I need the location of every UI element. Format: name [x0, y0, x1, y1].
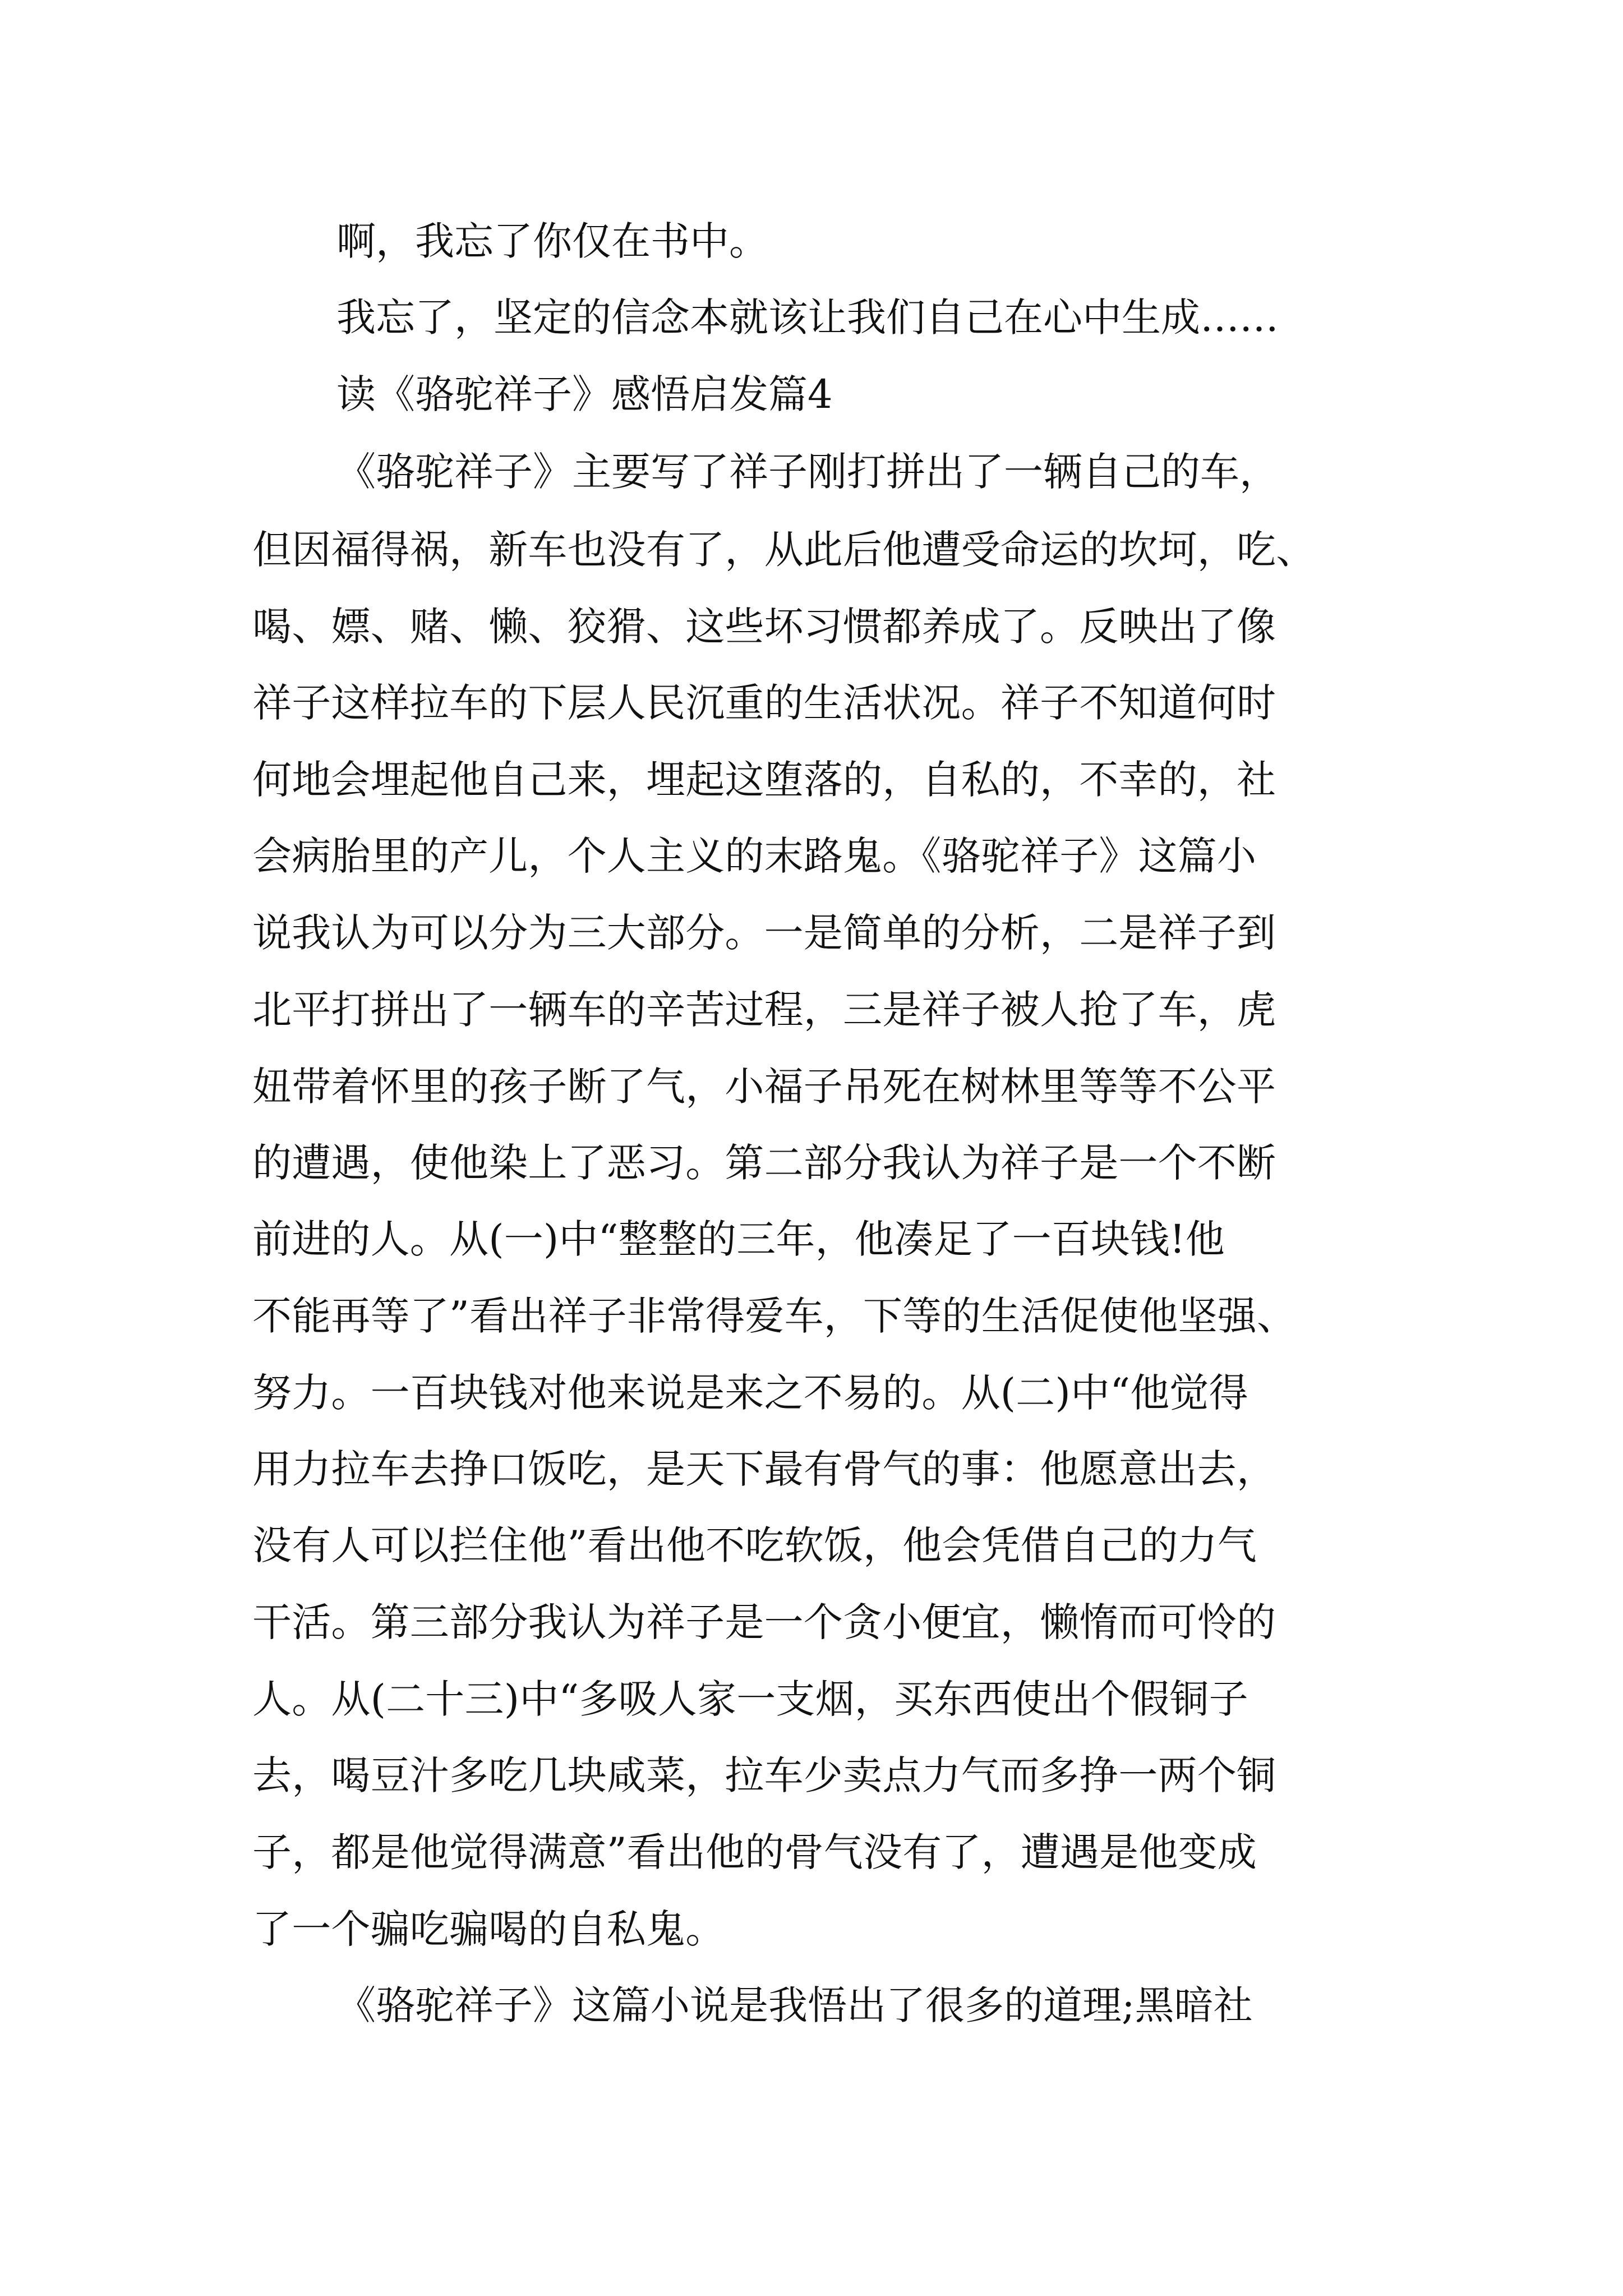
- text-line: 妞带着怀里的孩子断了气，小福子吊死在树林里等等不公平: [252, 1064, 1276, 1110]
- text-line: 没有人可以拦住他”看出他不吃软饭，他会凭借自己的力气: [252, 1522, 1257, 1568]
- text-line: 努力。一百块钱对他来说是来之不易的。从(二)中“他觉得: [252, 1370, 1248, 1416]
- text-line: 啊，我忘了你仅在书中。: [336, 218, 768, 264]
- text-line: 喝、嫖、赌、懒、狡猾、这些坏习惯都养成了。反映出了像: [252, 604, 1276, 650]
- text-line: 北平打拼出了一辆车的辛苦过程，三是祥子被人抢了车，虎: [252, 987, 1276, 1033]
- text-line: 干活。第三部分我认为祥子是一个贪小便宜，懒惰而可怜的: [252, 1599, 1276, 1645]
- text-line: 祥子这样拉车的下层人民沉重的生活状况。祥子不知道何时: [252, 680, 1276, 726]
- text-line: 不能再等了”看出祥子非常得爱车，下等的生活促使他坚强、: [252, 1293, 1297, 1339]
- text-line: 说我认为可以分为三大部分。一是简单的分析，二是祥子到: [252, 910, 1276, 956]
- paragraph-first-line: 《骆驼祥子》主要写了祥子刚打拼出了一辆自己的车，: [336, 449, 1279, 495]
- section-heading: 读《骆驼祥子》感悟启发篇4: [336, 371, 833, 417]
- paragraph-first-line: 《骆驼祥子》这篇小说是我悟出了很多的道理;黑暗社: [336, 1982, 1253, 2028]
- text-line: 但因福得祸，新车也没有了，从此后他遭受命运的坎坷，吃、: [252, 527, 1316, 573]
- text-line: 的遭遇，使他染上了恶习。第二部分我认为祥子是一个不断: [252, 1140, 1276, 1186]
- text-line: 何地会埋起他自己来，埋起这堕落的，自私的，不幸的，社: [252, 757, 1276, 803]
- text-line: 了一个骗吃骗喝的自私鬼。: [252, 1906, 725, 1952]
- text-line: 我忘了，坚定的信念本就该让我们自己在心中生成……: [336, 295, 1279, 341]
- text-line: 用力拉车去挣口饭吃，是天下最有骨气的事：他愿意出去，: [252, 1446, 1276, 1492]
- text-line: 会病胎里的产儿，个人主义的末路鬼。《骆驼祥子》这篇小: [252, 833, 1257, 879]
- text-line: 子，都是他觉得满意”看出他的骨气没有了，遭遇是他变成: [252, 1829, 1257, 1875]
- text-line: 去，喝豆汁多吃几块咸菜，拉车少卖点力气而多挣一两个铜: [252, 1752, 1276, 1798]
- text-line: 前进的人。从(一)中“整整的三年，他凑足了一百块钱!他: [252, 1216, 1225, 1262]
- text-line: 人。从(二十三)中“多吸人家一支烟，买东西使出个假铜子: [252, 1676, 1248, 1722]
